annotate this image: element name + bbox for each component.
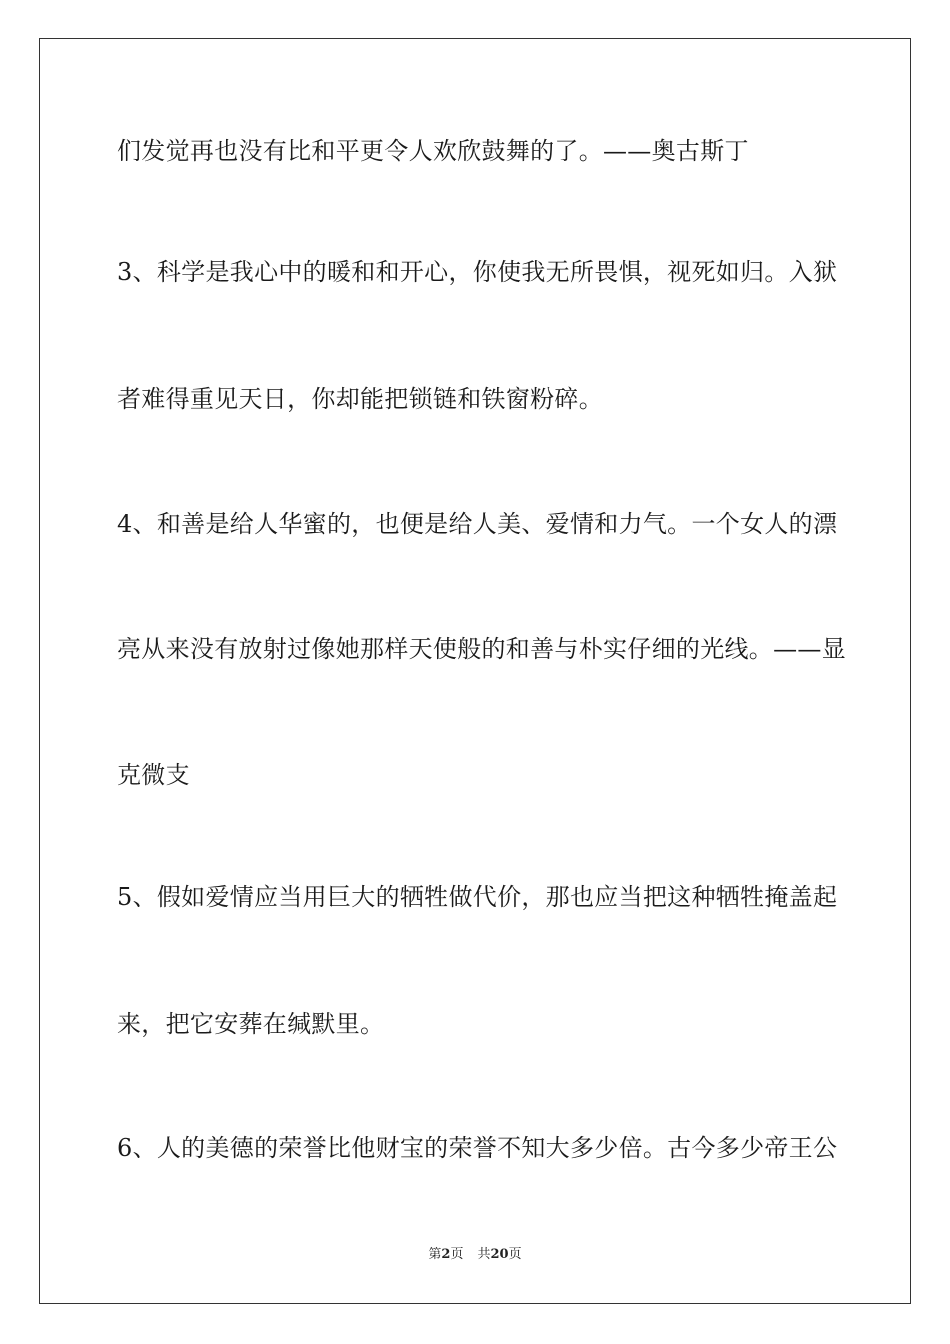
total-pages: 20 — [490, 1247, 509, 1262]
page-frame — [39, 38, 911, 1304]
text-line: 者难得重见天日，你却能把锁链和铁窗粉碎。 — [117, 385, 603, 413]
text-line: 5、假如爱情应当用巨大的牺牲做代价，那也应当把这种牺牲掩盖起 — [117, 883, 838, 911]
text-line: 6、人的美德的荣誉比他财宝的荣誉不知大多少倍。古今多少帝王公 — [117, 1134, 838, 1162]
text-line: 克微支 — [117, 761, 190, 789]
page-footer — [0, 1246, 950, 1264]
text-line: 来，把它安葬在缄默里。 — [117, 1010, 385, 1038]
total-prefix: 共 — [477, 1247, 491, 1262]
text-line: 4、和善是给人华蜜的，也便是给人美、爱情和力气。一个女人的漂 — [117, 510, 838, 538]
text-line: 3、科学是我心中的暖和和开心，你使我无所畏惧，视死如归。入狱 — [117, 258, 838, 286]
text-line: 亮从来没有放射过像她那样天使般的和善与朴实仔细的光线。——显 — [117, 635, 846, 663]
page-number: 2 — [441, 1247, 451, 1262]
page-suffix: 页 — [450, 1247, 464, 1262]
total-suffix: 页 — [508, 1247, 522, 1262]
page-prefix: 第 — [428, 1247, 442, 1262]
text-line: 们发觉再也没有比和平更令人欢欣鼓舞的了。——奥古斯丁 — [117, 137, 749, 165]
